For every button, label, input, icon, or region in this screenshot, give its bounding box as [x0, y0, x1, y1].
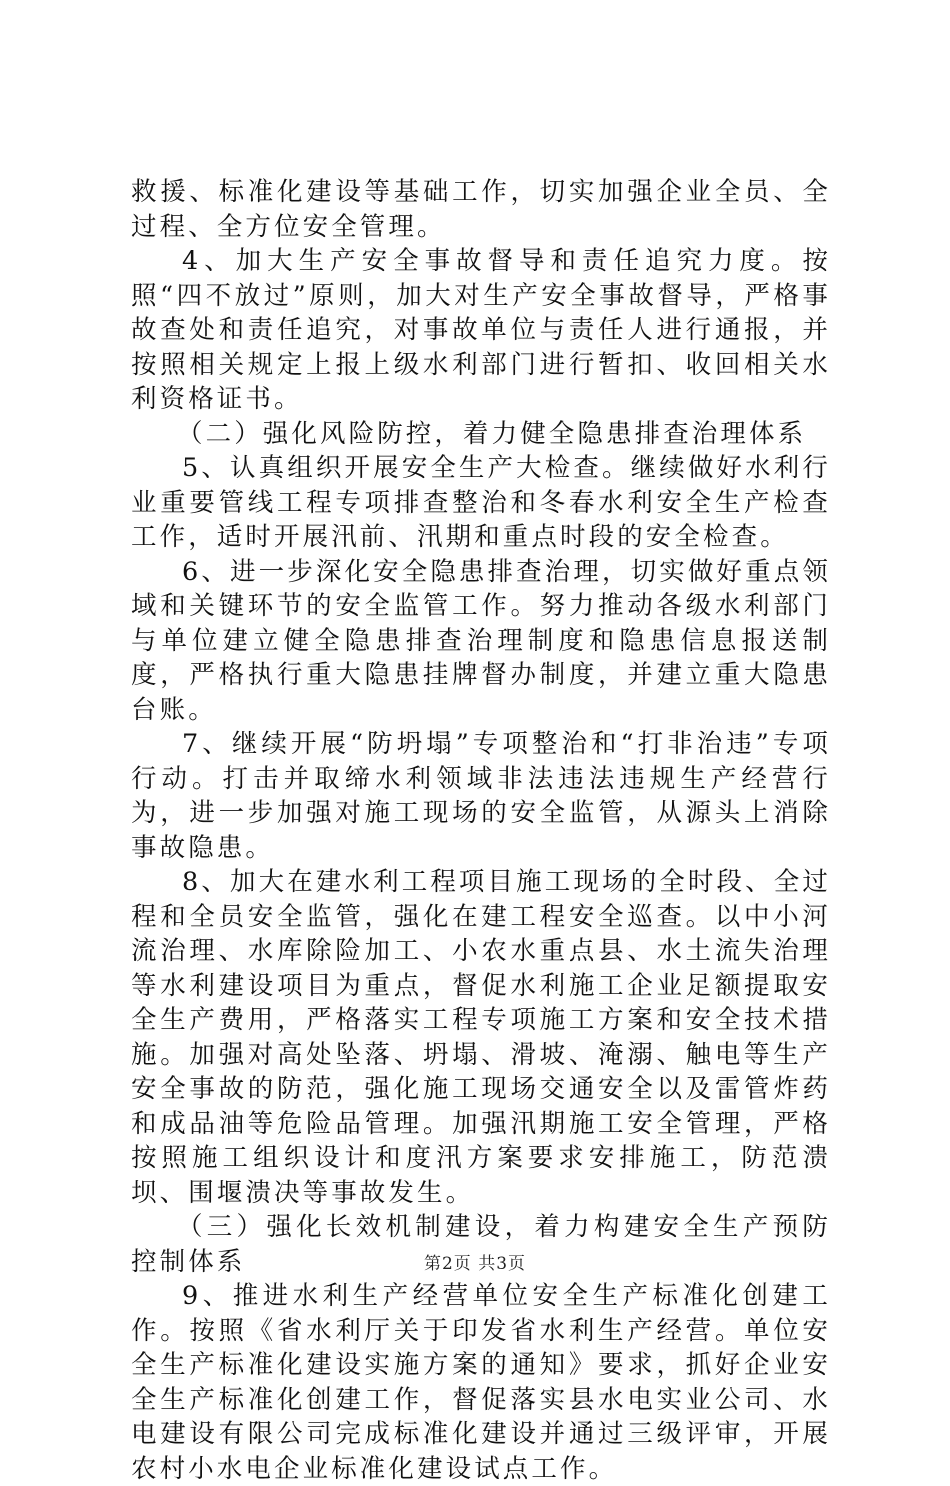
document-body — [131, 175, 831, 1486]
paragraph-item-4: 4、加大生产安全事故督导和责任追究力度。按照“四不放过”原则，加大对生产安全事故督导，严格事故查处和责任追究，对事故单位与责任人进行通报，并按照相关规定上报上级水利部门进行暂扣、收回相关水利资格证书。 — [131, 246, 831, 414]
page-number-footer: 第2页 共3页 — [423, 1254, 527, 1274]
paragraph-item-9: 9、推进水利生产经营单位安全生产标准化创建工作。按照《省水利厅关于印发省水利生产经营。单位安全生产标准化建设实施方案的通知》要求，抓好企业安全生产标准化创建工作，督促落实县水电实业公司、水电建设有限公司完成标准化建设并通过三级评审，开展农村小水电企业标准化建设试点工作。 — [131, 1281, 831, 1484]
paragraph-item-7: 7、继续开展“防坍塌”专项整治和“打非治违”专项行动。打击并取缔水利领域非法违法违规生产经营行为，进一步加强对施工现场的安全监管，从源头上消除事故隐患。 — [131, 729, 831, 863]
paragraph-item-8: 8、加大在建水利工程项目施工现场的全时段、全过程和全员安全监管，强化在建工程安全巡查。以中小河流治理、水库除险加工、小农水重点县、水土流失治理等水利建设项目为重点，督促水利施工企业足额提取安全生产费用，严格落实工程专项施工方案和安全技术措施。加强对高处坠落、坍塌、滑坡、淹溺、触电等生产安全事故的防范，强化施工现场交通安全以及雷管炸药和成品油等危险品管理。加强汛期施工安全管理，严格按照施工组织设计和度汛方案要求安排施工，防范溃坝、围堰溃决等事故发生。 — [131, 867, 831, 1208]
paragraph-item-5: 5、认真组织开展安全生产大检查。继续做好水利行业重要管线工程专项排查整治和冬春水利安全生产检查工作，适时开展汛前、汛期和重点时段的安全检查。 — [131, 453, 831, 552]
paragraph-continuation: 救援、标准化建设等基础工作，切实加强企业全员、全过程、全方位安全管理。 — [131, 177, 831, 242]
section-heading-2: （二）强化风险防控，着力健全隐患排查治理体系 — [177, 418, 807, 449]
paragraph-item-6: 6、进一步深化安全隐患排查治理，切实做好重点领域和关键环节的安全监管工作。努力推动各级水利部门与单位建立健全隐患排查治理制度和隐患信息报送制度，严格执行重大隐患挂牌督办制度，并建立重大隐患台账。 — [131, 556, 831, 725]
section-heading-3: （三）强化长效机制建设，着力构建安全生产预防控制体系 — [131, 1212, 831, 1277]
